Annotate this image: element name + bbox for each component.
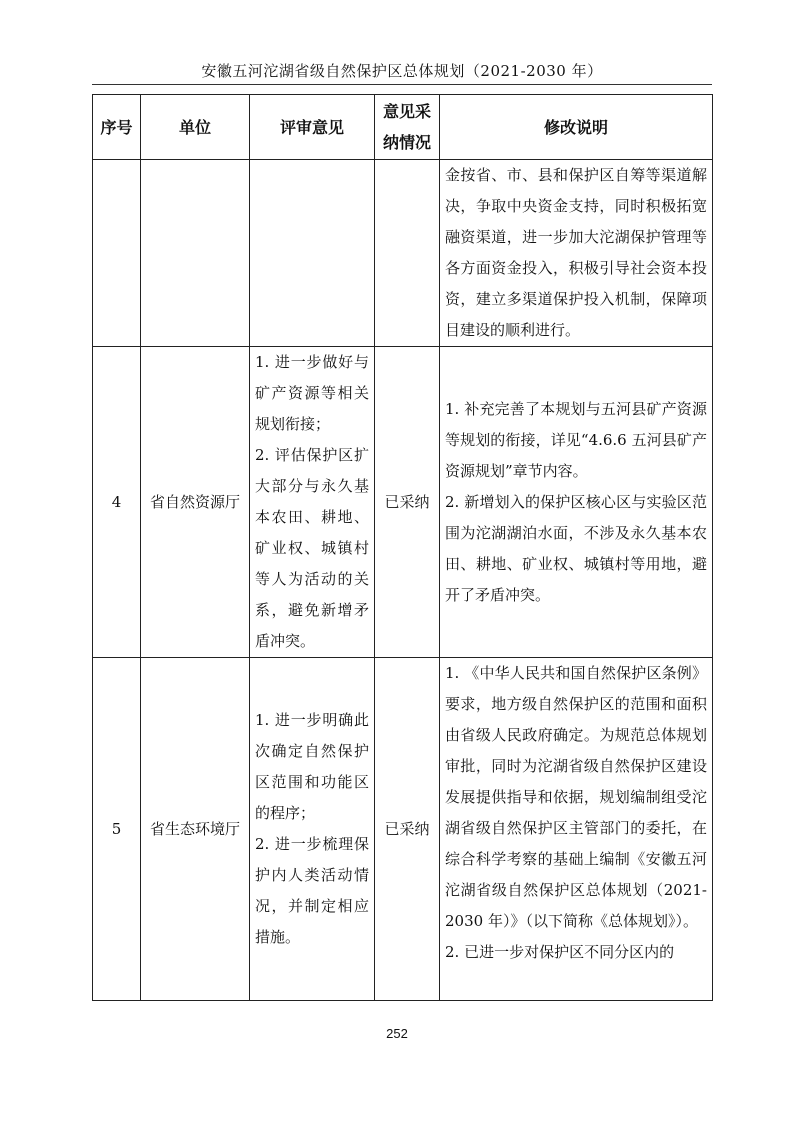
row-no: 4 — [93, 347, 141, 658]
row-opinion — [250, 658, 375, 1001]
table-row — [93, 347, 713, 658]
review-table — [92, 94, 713, 1001]
row-unit: 省自然资源厅 — [141, 347, 250, 658]
explanation-paragraph: 2. 已进一步对保护区不同分区内的 — [445, 943, 675, 961]
explanation-paragraph: 1. 补充完善了本规划与五河县矿产资源等规划的衔接，详见“4.6.6 五河县矿产资源规划”章节内容。 — [445, 399, 707, 480]
explanation-paragraph: 1. 《中华人民共和国自然保护区条例》要求，地方级自然保护区的范围和面积由省级人民政府确定。为规范总体规划审批，同时为沱湖省级自然保护区建设发展提供指导和依据，规划编制组受沱湖省级自然保护区主管部门的委托，在综合科学考察的基础上编制《安徽五河沱湖省级自然保护区总体规划（2021-2030 年）》（以下简称《总体规划》）。 — [445, 664, 707, 930]
row-no: 5 — [93, 658, 141, 1001]
col-header-no: 序号 — [93, 95, 141, 160]
row-status: 已采纳 — [375, 658, 440, 1001]
row-status — [375, 160, 440, 347]
opinion-item: 2. 评估保护区扩大部分与永久基本农田、耕地、矿业权、城镇村等人为活动的关系，避免新增矛盾冲突。 — [255, 446, 369, 650]
row-opinion — [250, 160, 375, 347]
table-header-row — [93, 95, 713, 160]
col-header-status: 意见采纳情况 — [375, 95, 440, 160]
row-no — [93, 160, 141, 347]
explanation-paragraph: 金按省、市、县和保护区自筹等渠道解决，争取中央资金支持，同时积极拓宽融资渠道，进一步加大沱湖保护管理等各方面资金投入，积极引导社会资本投资，建立多渠道保护投入机制，保障项目建设的顺利进行。 — [445, 166, 707, 339]
opinion-item: 1. 进一步明确此次确定自然保护区范围和功能区的程序； — [255, 711, 369, 822]
col-header-opinion: 评审意见 — [250, 95, 375, 160]
opinion-item: 2. 进一步梳理保护内人类活动情况，并制定相应措施。 — [255, 835, 369, 946]
row-explanation — [440, 347, 713, 658]
row-opinion — [250, 347, 375, 658]
col-header-unit: 单位 — [141, 95, 250, 160]
table-row — [93, 160, 713, 347]
row-unit — [141, 160, 250, 347]
col-header-explanation: 修改说明 — [440, 95, 713, 160]
page-number: 252 — [386, 1026, 408, 1041]
running-header: 安徽五河沱湖省级自然保护区总体规划（2021-2030 年） — [201, 62, 603, 80]
explanation-paragraph: 2. 新增划入的保护区核心区与实验区范围为沱湖湖泊水面，不涉及永久基本农田、耕地、矿业权、城镇村等用地，避开了矛盾冲突。 — [445, 492, 707, 604]
row-explanation — [440, 658, 713, 1001]
row-status: 已采纳 — [375, 347, 440, 658]
row-explanation — [440, 160, 713, 347]
table-row — [93, 658, 713, 1001]
opinion-item: 1. 进一步做好与矿产资源等相关规划衔接； — [255, 353, 369, 433]
header-rule — [92, 84, 712, 85]
row-unit: 省生态环境厅 — [141, 658, 250, 1001]
